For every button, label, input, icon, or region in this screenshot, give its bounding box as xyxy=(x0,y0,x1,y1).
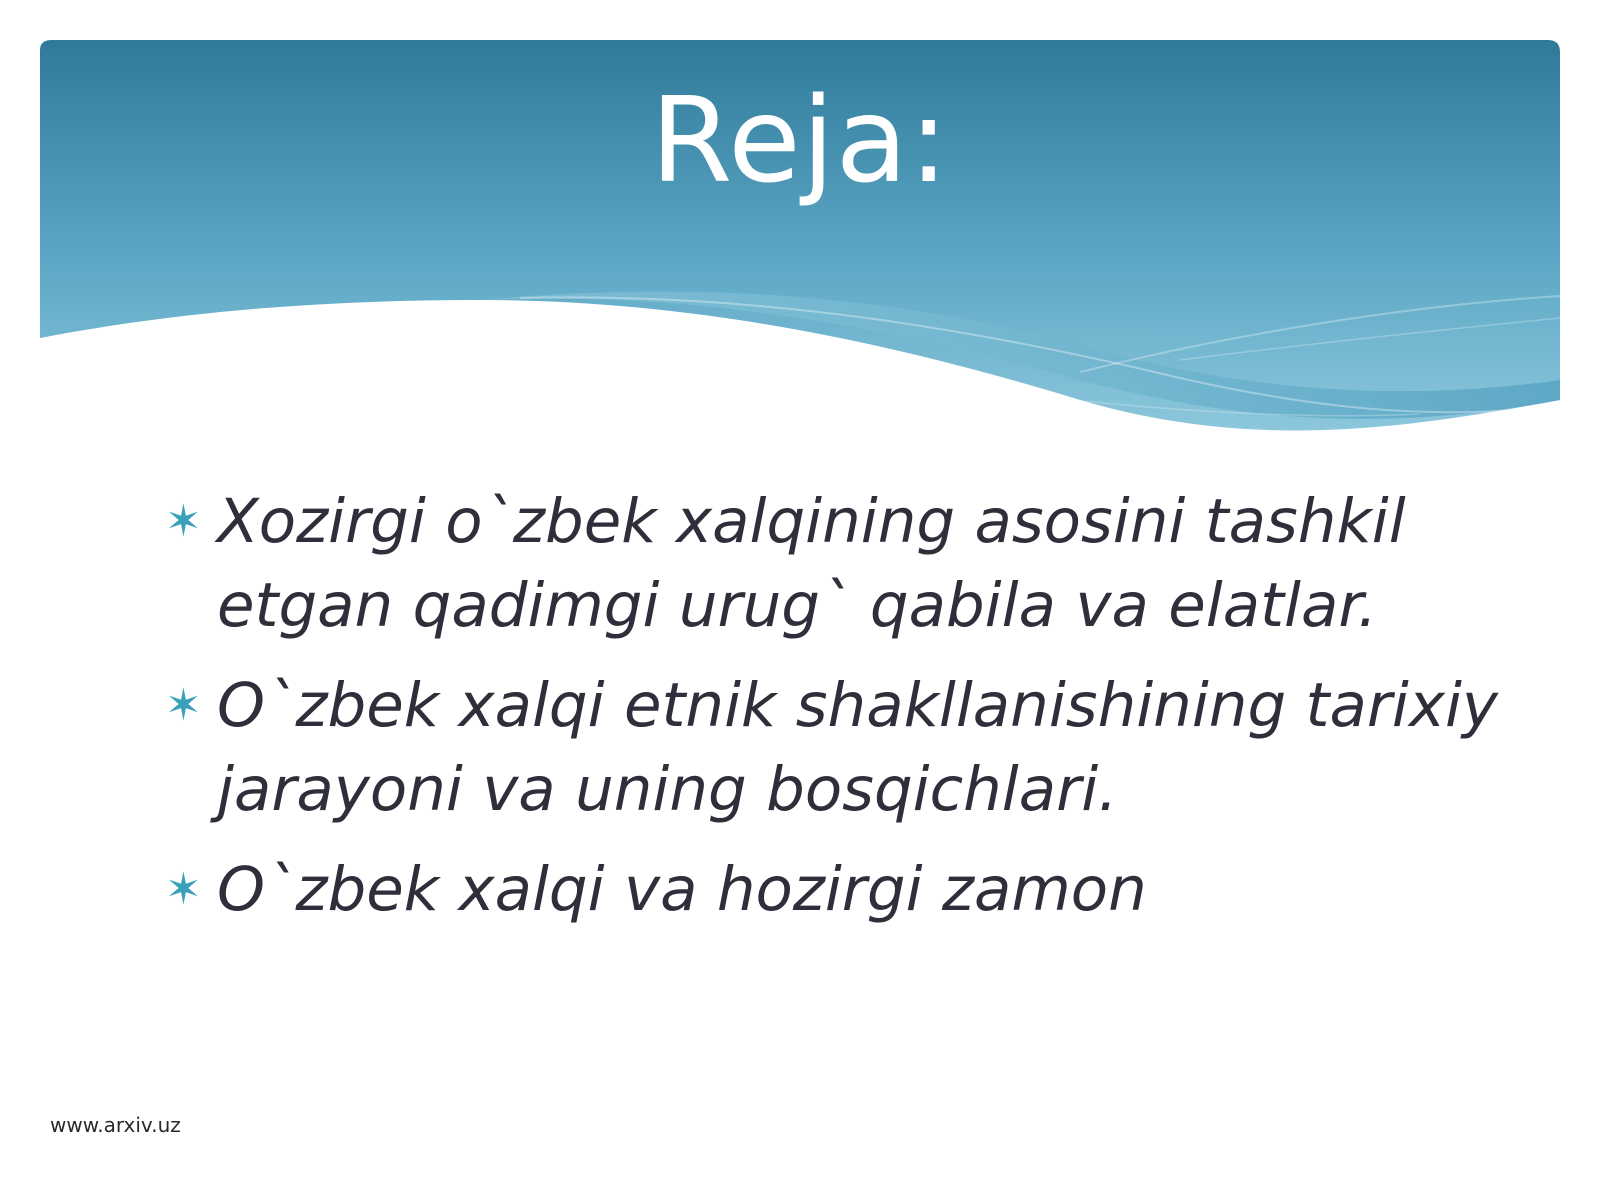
footer-url[interactable]: www.arxiv.uz xyxy=(50,1113,181,1137)
asterisk-bullet-icon: ✶ xyxy=(165,496,202,547)
bullet-text: O`zbek xalqi va hozirgi zamon xyxy=(217,854,1147,925)
bullet-item xyxy=(165,848,1565,932)
bullet-text: O`zbek xalqi etnik shakllanishining tarixiy jarayoni va uning bosqichlari. xyxy=(217,670,1499,825)
asterisk-bullet-icon: ✶ xyxy=(165,680,202,731)
bullet-item xyxy=(165,664,1565,832)
slide-title: Reja: xyxy=(650,71,950,209)
asterisk-bullet-icon: ✶ xyxy=(165,864,202,915)
bullet-text: Xozirgi o`zbek xalqining asosini tashkil etgan qadimgi urug` qabila va elatlar. xyxy=(217,486,1406,641)
bullet-item xyxy=(165,480,1565,648)
bullet-list xyxy=(165,480,1565,948)
header-wave-background xyxy=(0,0,1600,460)
